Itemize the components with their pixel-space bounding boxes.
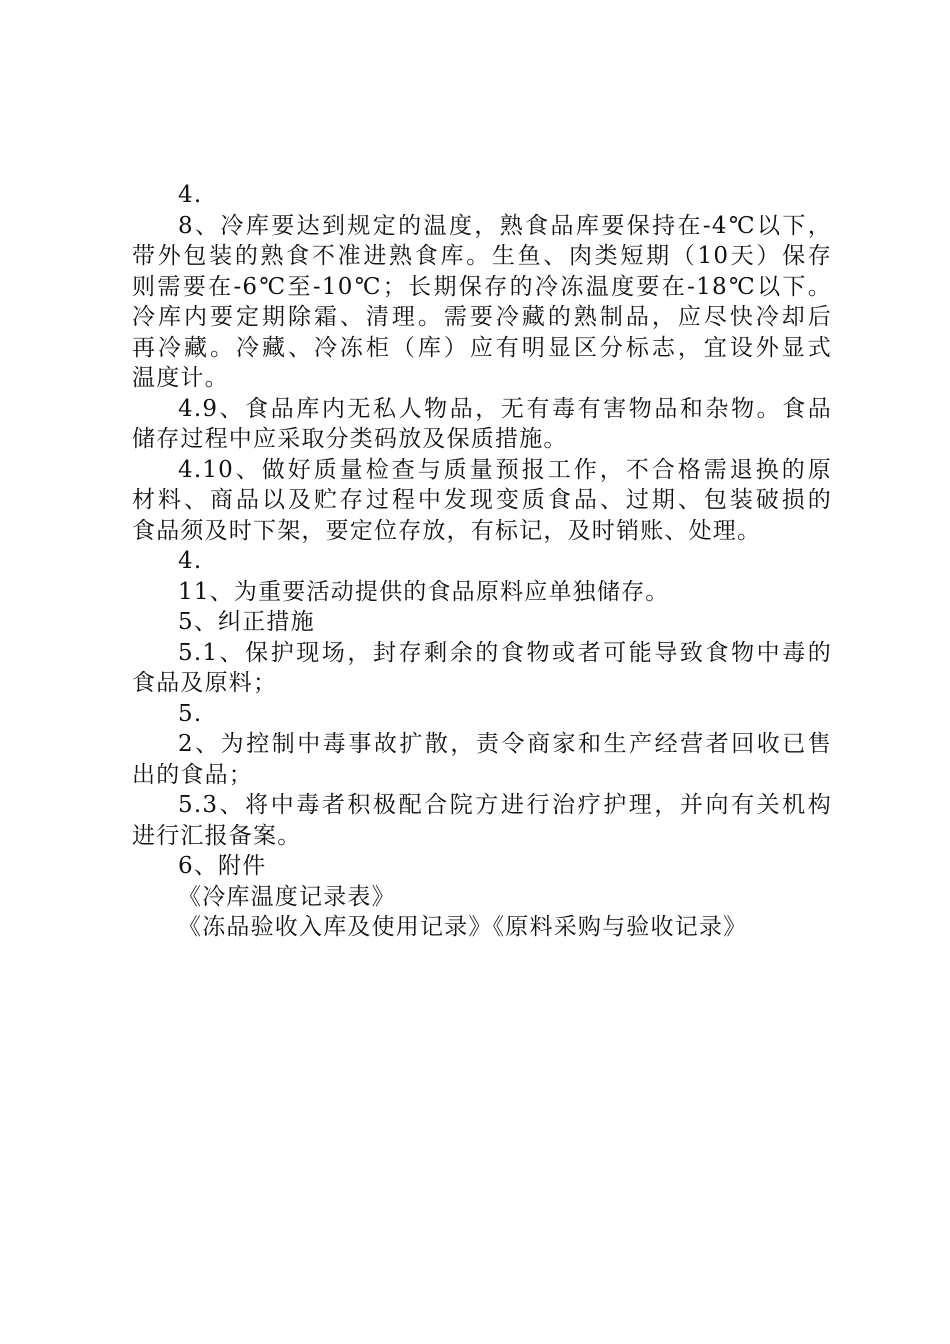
paragraph-line: 2、为控制中毒事故扩散，责令商家和生产经营者回收已售	[178, 731, 832, 757]
paragraph-line: 4.	[178, 182, 203, 208]
paragraph-line: 则需要在-6℃至-10℃；长期保存的冷冻温度要在-18℃以下。	[132, 273, 832, 300]
paragraph-line: 再冷藏。冷藏、冷冻柜（库）应有明显区分标志，宜设外显式	[132, 334, 832, 361]
paragraph-line: 5.1、保护现场，封存剩余的食物或者可能导致食物中毒的	[178, 639, 832, 666]
paragraph-line: 5.3、将中毒者积极配合院方进行治疗护理，并向有关机构	[178, 792, 832, 818]
paragraph-line: 储存过程中应采取分类码放及保质措施。	[132, 426, 568, 452]
paragraph-line: 食品及原料；	[132, 670, 278, 696]
paragraph-line: 材料、商品以及贮存过程中发现变质食品、过期、包装破损的	[132, 487, 832, 513]
paragraph-line: 出的食品；	[132, 761, 253, 788]
document-body	[132, 180, 832, 943]
attachment-title: 《冷库温度记录表》	[178, 883, 396, 910]
paragraph-line: 带外包装的熟食不准进熟食库。生鱼、肉类短期（10天）保存	[132, 243, 832, 269]
paragraph-line: 5.	[178, 700, 203, 727]
section-heading: 5、纠正措施	[178, 609, 315, 635]
paragraph-line: 4.	[178, 548, 203, 574]
paragraph-line: 冷库内要定期除霜、清理。需要冷藏的熟制品，应尽快冷却后	[132, 304, 832, 330]
paragraph-line: 11、为重要活动提供的食品原料应单独储存。	[178, 578, 670, 605]
attachment-title: 《冻品验收入库及使用记录》《原料采购与验收记录》	[178, 914, 748, 940]
paragraph-line: 温度计。	[132, 365, 229, 391]
paragraph-line: 进行汇报备案。	[132, 822, 302, 849]
paragraph-line: 4.10、做好质量检查与质量预报工作，不合格需退换的原	[178, 456, 832, 483]
paragraph-line: 食品须及时下架，要定位存放，有标记，及时销账、处理。	[132, 517, 762, 544]
paragraph-line: 8、冷库要达到规定的温度，熟食品库要保持在-4℃以下，	[178, 212, 832, 239]
paragraph-line: 4.9、食品库内无私人物品，无有毒有害物品和杂物。食品	[178, 395, 832, 422]
section-heading: 6、附件	[178, 853, 267, 879]
